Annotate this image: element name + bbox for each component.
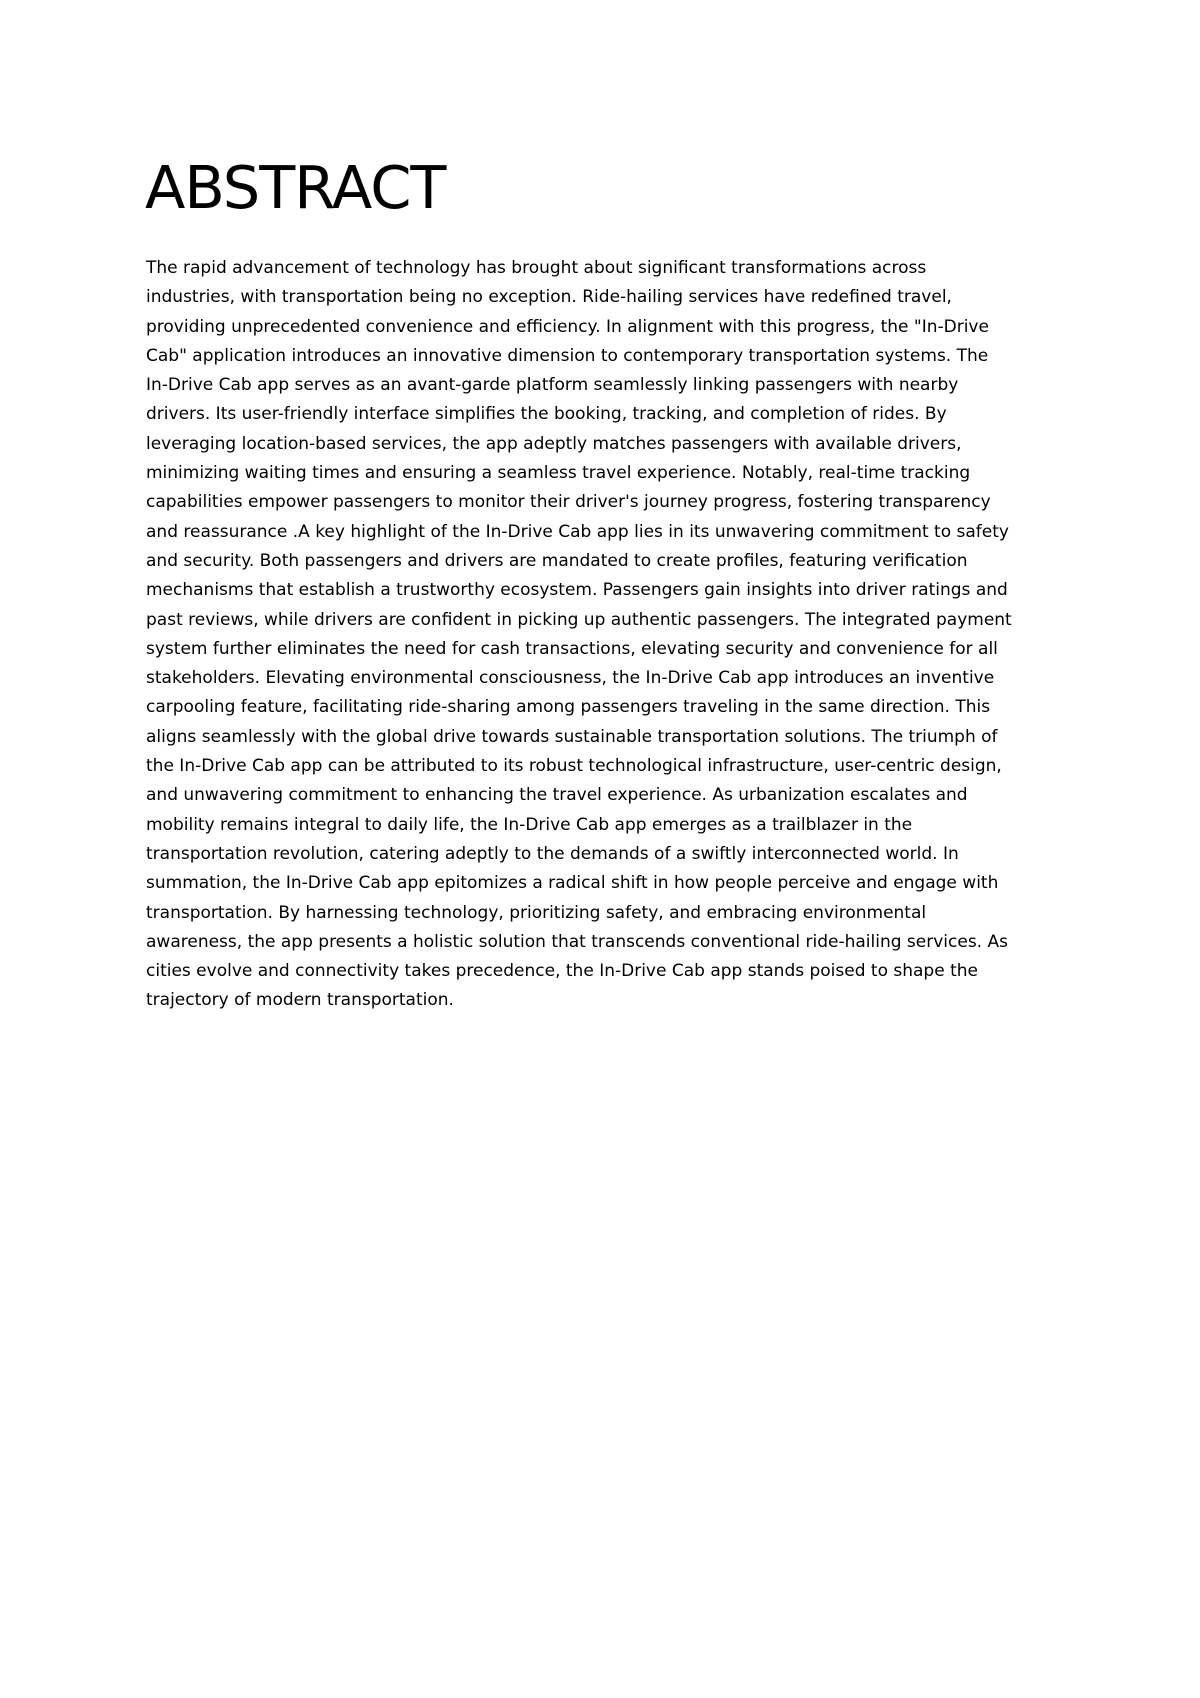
- body-line: transportation revolution, catering adeptly to the demands of a swiftly interconnected world. In: [146, 843, 959, 864]
- body-line: and reassurance .A key highlight of the In-Drive Cab app lies in its unwavering commitment to safety: [146, 521, 1009, 542]
- body-line: mobility remains integral to daily life, the In-Drive Cab app emerges as a trailblazer in the: [146, 814, 913, 835]
- body-line: trajectory of modern transportation.: [146, 990, 454, 1011]
- body-line: awareness, the app presents a holistic solution that transcends conventional ride-hailing services. As: [146, 931, 1008, 952]
- body-line: system further eliminates the need for cash transactions, elevating security and convenience for all: [146, 638, 998, 659]
- body-line: mechanisms that establish a trustworthy ecosystem. Passengers gain insights into driver ratings and: [146, 580, 1008, 601]
- body-line: cities evolve and connectivity takes precedence, the In-Drive Cab app stands poised to shape the: [146, 961, 978, 982]
- body-line: drivers. Its user-friendly interface simplifies the booking, tracking, and completion of rides. By: [146, 404, 947, 425]
- abstract-heading: ABSTRACT: [145, 153, 446, 222]
- body-line: aligns seamlessly with the global drive towards sustainable transportation solutions. The triumph of: [146, 726, 998, 747]
- body-line: carpooling feature, facilitating ride-sharing among passengers traveling in the same direction. This: [146, 697, 991, 718]
- body-line: stakeholders. Elevating environmental consciousness, the In-Drive Cab app introduces an inventive: [146, 668, 995, 689]
- body-line: The rapid advancement of technology has brought about significant transformations across: [146, 258, 927, 278]
- body-line: summation, the In-Drive Cab app epitomizes a radical shift in how people perceive and engage with: [146, 873, 999, 894]
- body-line: transportation. By harnessing technology, prioritizing safety, and embracing environmental: [146, 902, 927, 923]
- body-line: providing unprecedented convenience and efficiency. In alignment with this progress, the "In-Drive: [146, 316, 989, 337]
- body-line: and unwavering commitment to enhancing the travel experience. As urbanization escalates and: [146, 785, 968, 806]
- body-line: leveraging location-based services, the app adeptly matches passengers with available drivers,: [146, 433, 962, 454]
- body-line: industries, with transportation being no exception. Ride-hailing services have redefined travel,: [146, 287, 952, 308]
- body-line: and security. Both passengers and drivers are mandated to create profiles, featuring verification: [146, 550, 968, 571]
- body-line: In-Drive Cab app serves as an avant-garde platform seamlessly linking passengers with nearby: [146, 375, 959, 396]
- body-line: minimizing waiting times and ensuring a seamless travel experience. Notably, real-time tracking: [146, 463, 971, 484]
- body-line: past reviews, while drivers are confident in picking up authentic passengers. The integrated payment: [146, 609, 1012, 630]
- abstract-body: [146, 254, 1066, 1016]
- body-line: Cab" application introduces an innovative dimension to contemporary transportation systems. The: [146, 345, 989, 366]
- body-line: capabilities empower passengers to monitor their driver's journey progress, fostering transparency: [146, 492, 991, 513]
- body-line: the In-Drive Cab app can be attributed to its robust technological infrastructure, user-centric design,: [146, 756, 1002, 777]
